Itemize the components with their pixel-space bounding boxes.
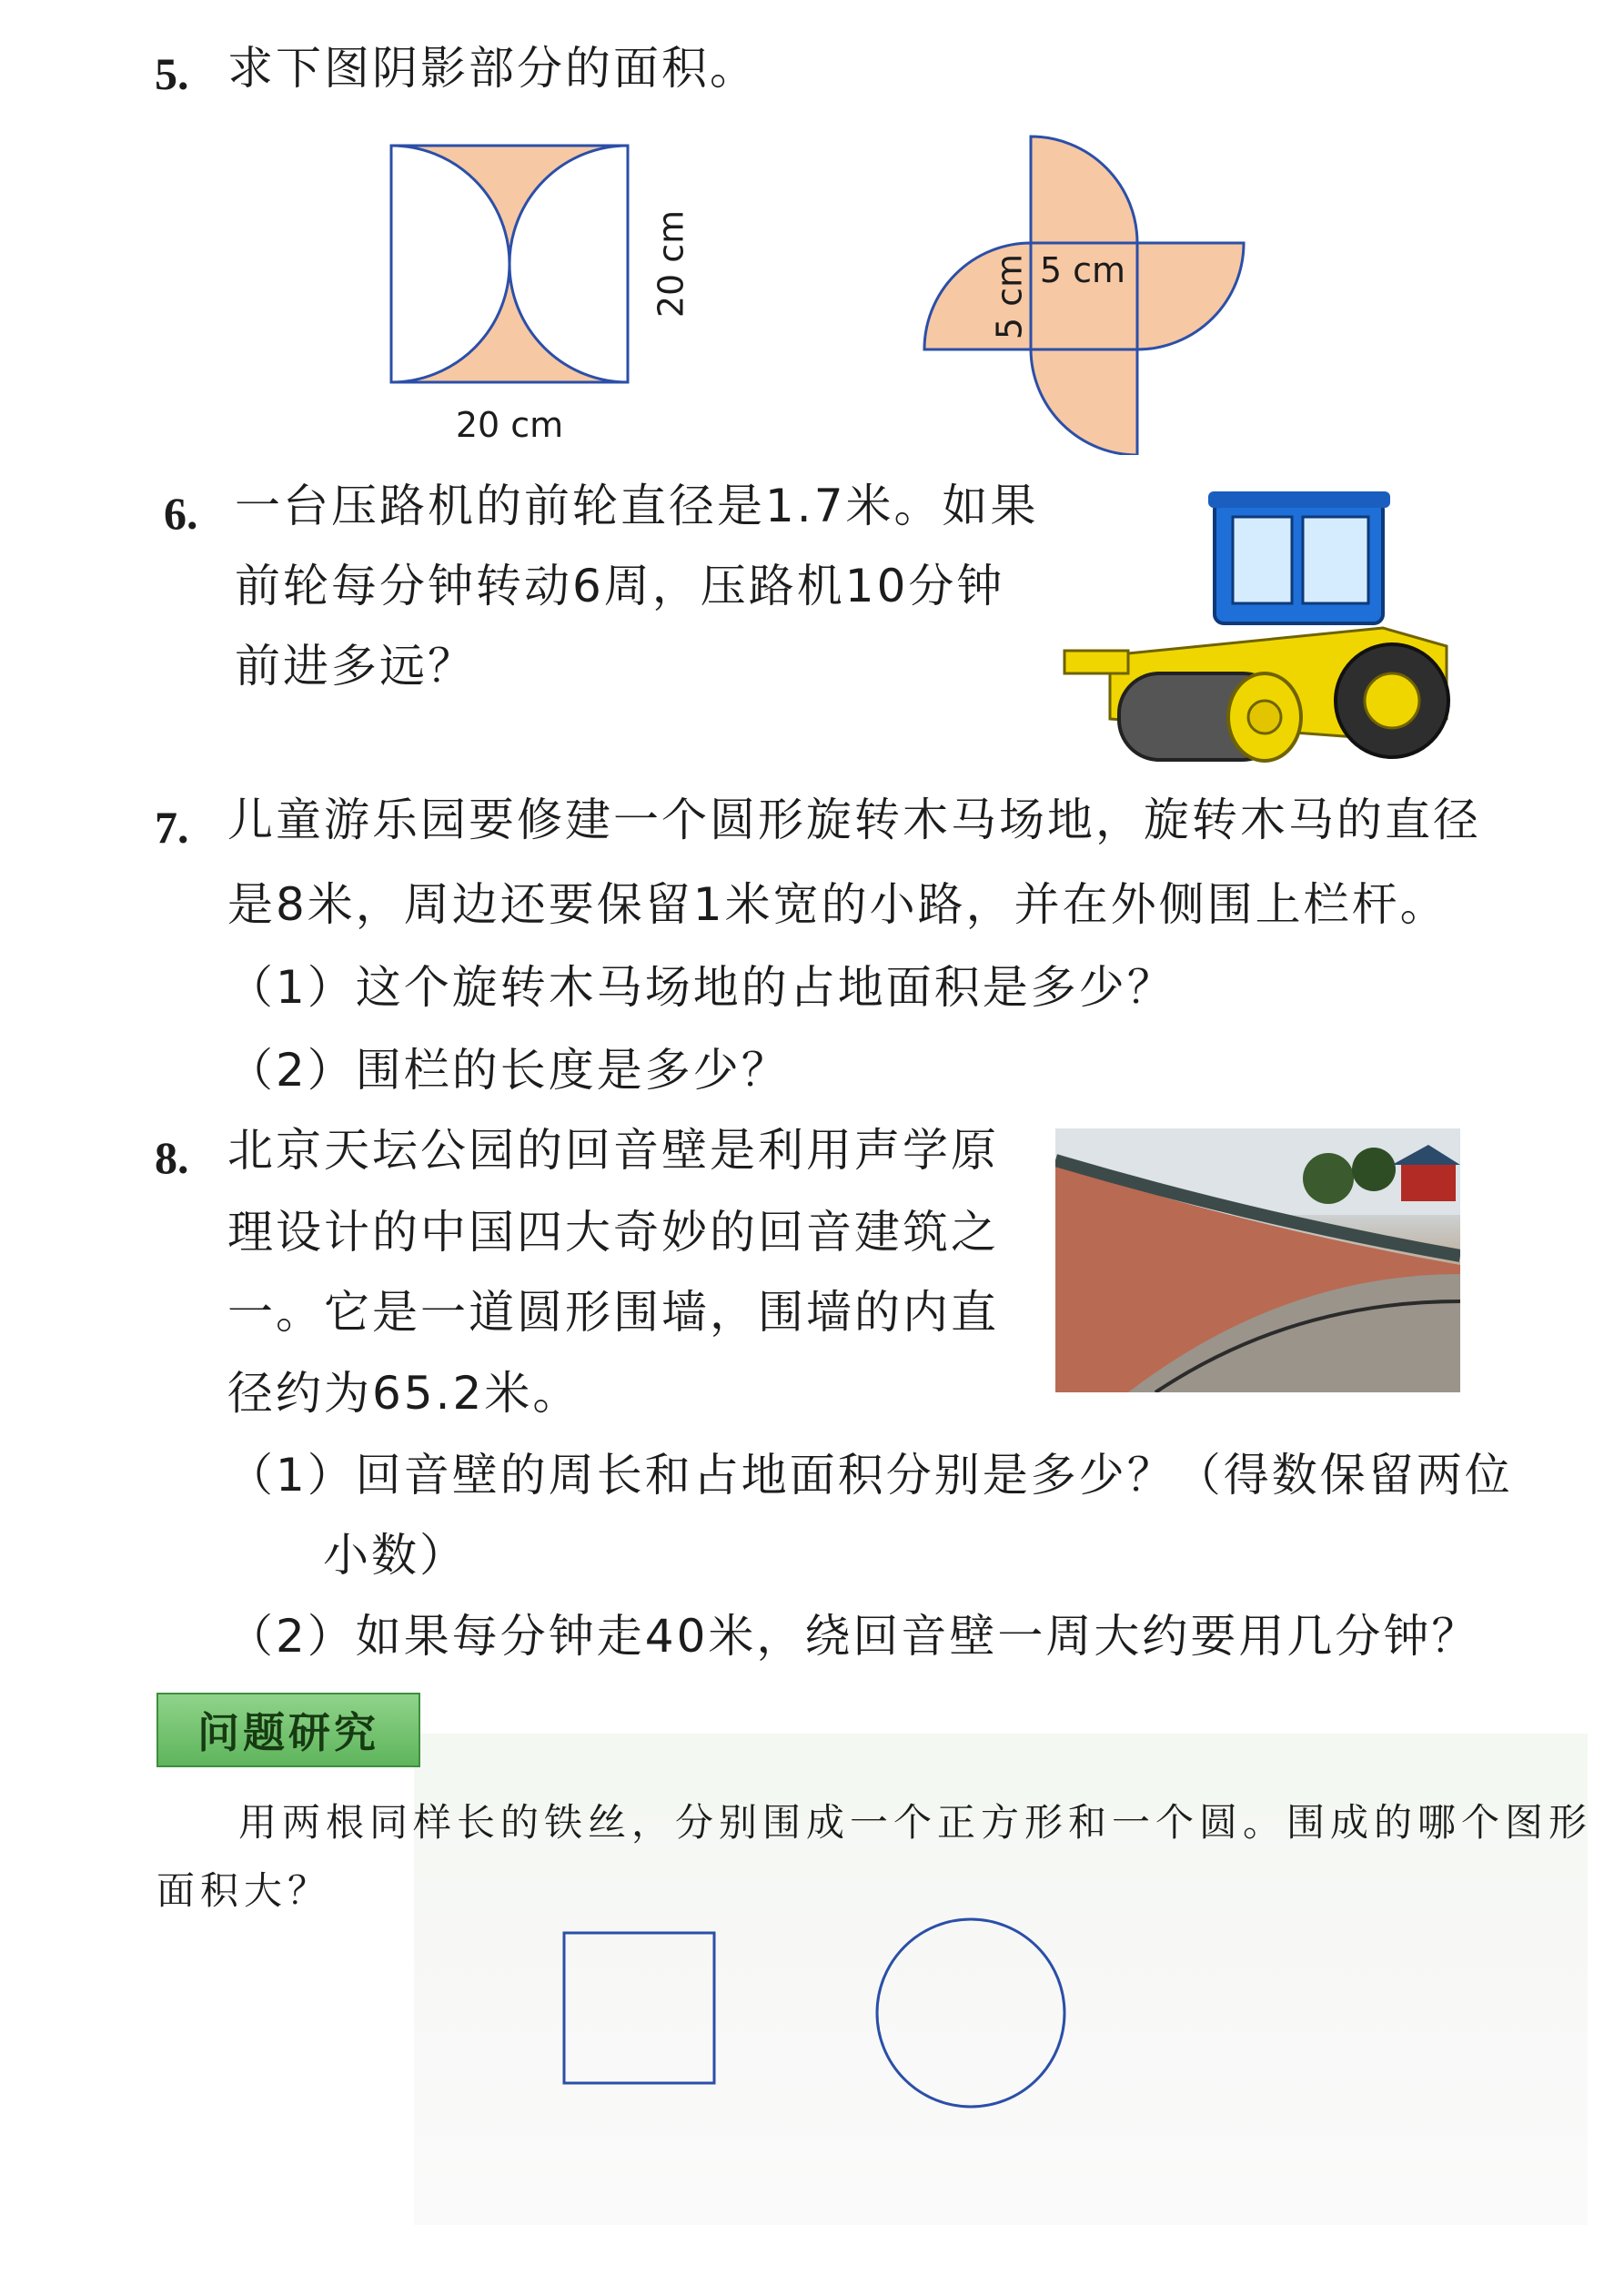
q7-line-1: 儿童游乐园要修建一个圆形旋转木马场地，旋转木马的直径 xyxy=(227,794,1481,846)
q5-text: 求下图阴影部分的面积。 xyxy=(227,42,758,95)
road-roller-image xyxy=(1055,473,1465,774)
fig2-top-label: 5 cm xyxy=(1039,250,1126,290)
study-line-2: 面积大？ xyxy=(156,1868,332,1913)
q8-line-3: 一。它是一道圆形围墙，围墙的内直 xyxy=(227,1286,999,1339)
study-shapes xyxy=(555,1911,1101,2148)
q8-line-2: 理设计的中国四大奇妙的回音建筑之 xyxy=(227,1206,999,1259)
q5-figure-square-arcs xyxy=(373,127,710,455)
fig2-left-label: 5 cm xyxy=(989,253,1030,340)
q6-line-3: 前进多远？ xyxy=(235,640,476,693)
q7-line-2: 是8米，周边还要保留1米宽的小路，并在外侧围上栏杆。 xyxy=(227,878,1448,931)
circle-shape xyxy=(877,1919,1064,2107)
q8-line-1: 北京天坛公园的回音壁是利用声学原 xyxy=(227,1124,999,1177)
q7-sub-1: （1）这个旋转木马场地的占地面积是多少？ xyxy=(227,961,1175,1014)
q8-line-4: 径约为65.2米。 xyxy=(227,1367,581,1420)
q5-figure-pinwheel xyxy=(910,127,1256,455)
q8-number: 8. xyxy=(155,1132,189,1183)
q7-number: 7. xyxy=(155,802,189,853)
fig1-side-label: 20 cm xyxy=(651,209,691,319)
q6-number: 6. xyxy=(164,488,198,539)
q5-number: 5. xyxy=(155,48,189,99)
q8-sub-1-line-1: （1）回音壁的周长和占地面积分别是多少？（得数保留两位 xyxy=(227,1449,1513,1502)
study-line-1: 用两根同样长的铁丝，分别围成一个正方形和一个圆。围成的哪个图形 xyxy=(238,1800,1593,1845)
echo-wall-photo xyxy=(1055,1128,1460,1392)
q6-line-1: 一台压路机的前轮直径是1.7米。如果 xyxy=(235,480,1039,532)
square-shape xyxy=(564,1933,714,2083)
study-badge: 问题研究 xyxy=(156,1693,420,1767)
q6-line-2: 前轮每分钟转动6周，压路机10分钟 xyxy=(235,560,1005,612)
q7-sub-2: （2）围栏的长度是多少？ xyxy=(227,1044,790,1097)
q8-sub-2: （2）如果每分钟走40米，绕回音壁一周大约要用几分钟？ xyxy=(227,1610,1480,1663)
fig1-bottom-label: 20 cm xyxy=(455,405,564,445)
q8-sub-1-line-2: 小数） xyxy=(323,1529,468,1582)
